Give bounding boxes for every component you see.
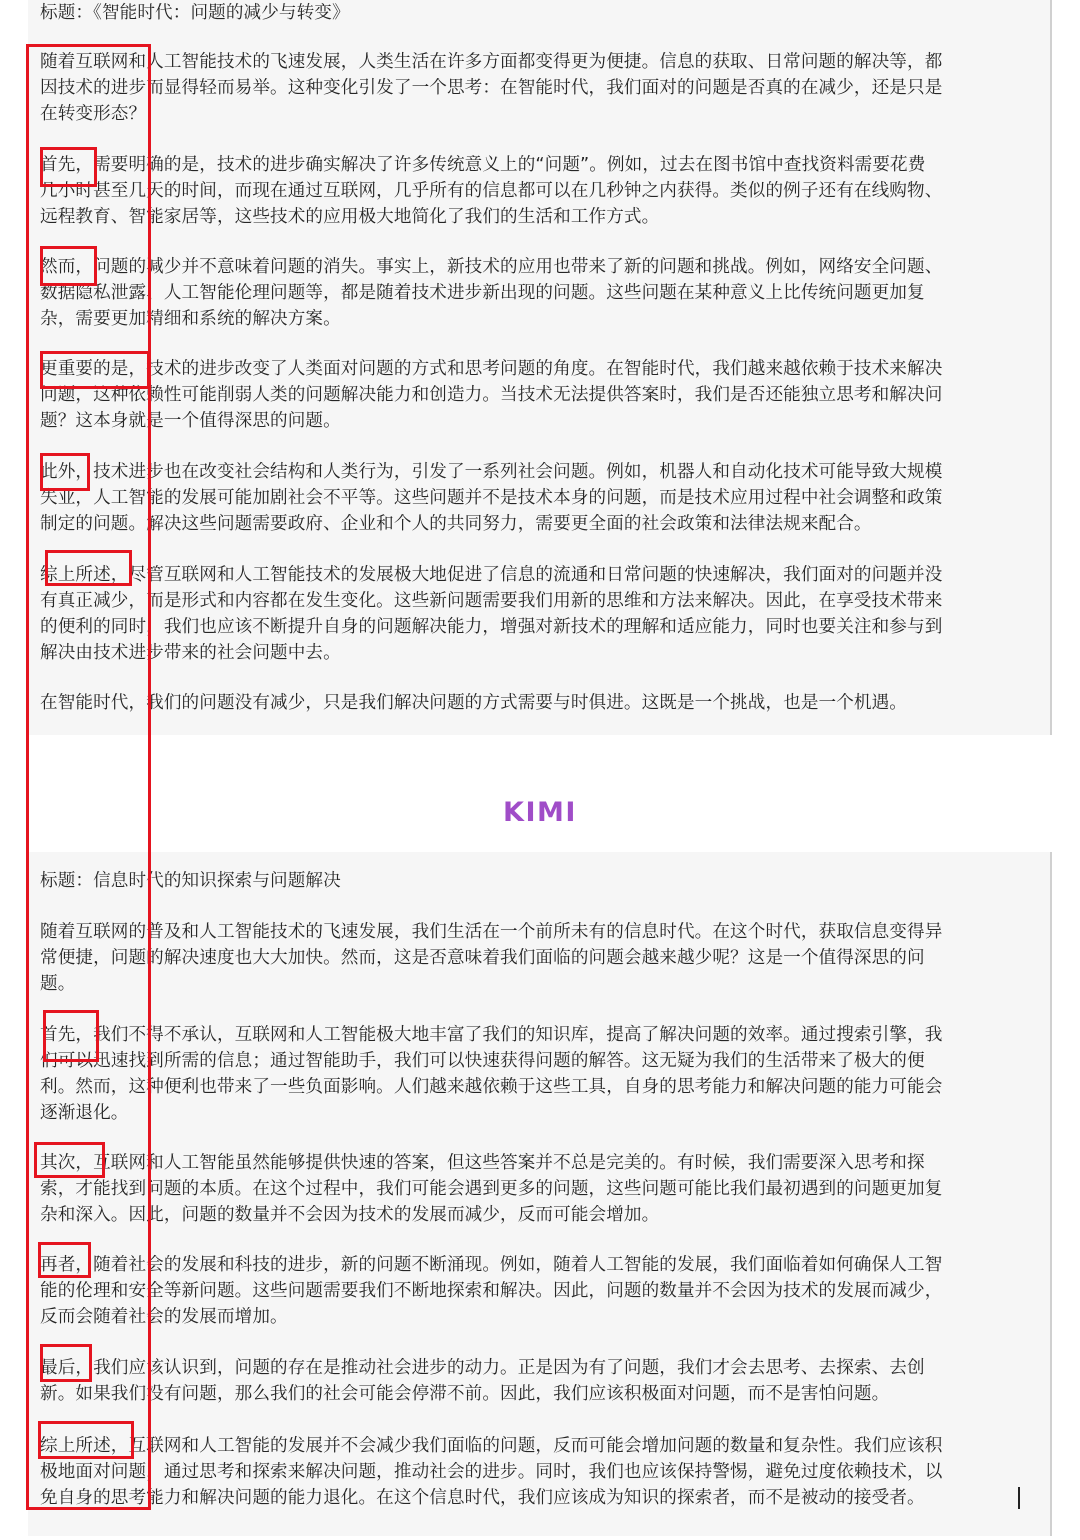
top-article-panel: [28, 0, 1052, 735]
bottom-paragraph-2: [40, 1022, 1040, 1126]
text-line: 题。: [40, 974, 76, 994]
text-line: 首先，需要明确的是，技术的进步确实解决了许多传统意义上的“问题”。例如，过去在图书馆中查找资料需要花费: [40, 155, 926, 175]
text-line: 解决由技术进步带来的社会问题中去。: [40, 643, 341, 663]
text-line: 制定的问题。解决这些问题需要政府、企业和个人的共同努力，需要更全面的社会政策和法律法规来配合。: [40, 514, 872, 534]
bottom-paragraph-5: [40, 1355, 1040, 1407]
text-line: 杂，需要更加精细和系统的解决方案。: [40, 309, 341, 329]
text-line: 最后，我们应该认识到，问题的存在是推动社会进步的动力。正是因为有了问题，我们才会去思考、去探索、去创: [40, 1358, 925, 1378]
annotation-box-shouxian-2: [43, 1010, 99, 1062]
text-line: 新。如果我们没有问题，那么我们的社会可能会停滞不前。因此，我们应该积极面对问题，而不是害怕问题。: [40, 1384, 890, 1404]
text-line: 失业，人工智能的发展可能加剧社会不平等。这些问题并不是技术本身的问题，而是技术应用过程中社会调整和政策: [40, 488, 943, 508]
bottom-paragraph-3: [40, 1150, 1040, 1228]
text-line: 再者，随着社会的发展和科技的进步，新的问题不断涌现。例如，随着人工智能的发展，我们面临着如何确保人工智: [40, 1255, 943, 1275]
bottom-paragraph-4: [40, 1252, 1040, 1330]
top-paragraph-1: [40, 49, 1040, 127]
text-line: 逐渐退化。: [40, 1103, 129, 1123]
text-line: 综上所述，互联网和人工智能的发展并不会减少我们面临的问题，反而可能会增加问题的数量和复杂性。我们应该积: [40, 1436, 943, 1456]
text-line: 此外，技术进步也在改变社会结构和人类行为，引发了一系列社会问题。例如，机器人和自动化技术可能导致大规模: [40, 462, 943, 482]
text-line: 因技术的进步而显得轻而易举。这种变化引发了一个思考：在智能时代，我们面对的问题是否真的在减少，还是只是: [40, 78, 943, 98]
text-line: 杂和深入。因此，问题的数量并不会因为技术的发展而减少，反而可能会增加。: [40, 1205, 660, 1225]
annotation-box-qici: [34, 1142, 105, 1178]
text-line: 更重要的是，技术的进步改变了人类面对问题的方式和思考问题的角度。在智能时代，我们越来越依赖于技术来解决: [40, 359, 943, 379]
kimi-label: KIMI: [503, 797, 577, 828]
text-line: 们可以迅速找到所需的信息；通过智能助手，我们可以快速获得问题的解答。这无疑为我们的生活带来了极大的便: [40, 1051, 925, 1071]
text-line: 有真正减少，而是形式和内容都在发生变化。这些新问题需要我们用新的思维和方法来解决。因此，在享受技术带来: [40, 591, 943, 611]
top-paragraph-3: [40, 254, 1040, 332]
text-line: 在转变形态？: [40, 104, 147, 124]
top-paragraph-2: [40, 152, 1040, 230]
annotation-box-zongshangsuoshu-2: [38, 1421, 134, 1459]
text-line: 常便捷，问题的解决速度也大大加快。然而，这是否意味着我们面临的问题会越来越少呢？这是一个值得深思的问: [40, 948, 925, 968]
text-line: 首先，我们不得不承认，互联网和人工智能极大地丰富了我们的知识库，提高了解决问题的效率。通过搜索引擎，我: [40, 1025, 943, 1045]
bottom-article-title: 标题：信息时代的知识探索与问题解决: [40, 871, 341, 891]
text-line: 然而，问题的减少并不意味着问题的消失。事实上，新技术的应用也带来了新的问题和挑战。例如，网络安全问题、: [40, 257, 943, 277]
top-article-title: 标题：《智能时代：问题的减少与转变》: [40, 3, 350, 23]
text-line: 题？这本身就是一个值得深思的问题。: [40, 411, 341, 431]
top-paragraph-7: [40, 690, 1040, 716]
text-line: 极地面对问题，通过思考和探索来解决问题，推动社会的进步。同时，我们也应该保持警惕，避免过度依赖技术，以: [40, 1462, 943, 1482]
text-line: 远程教育、智能家居等，这些技术的应用极大地简化了我们的生活和工作方式。: [40, 207, 660, 227]
text-line: 问题，这种依赖性可能削弱人类的问题解决能力和创造力。当技术无法提供答案时，我们是否还能独立思考和解决问: [40, 385, 943, 405]
bottom-article-panel: [28, 852, 1052, 1536]
text-line: 随着互联网的普及和人工智能技术的飞速发展，我们生活在一个前所未有的信息时代。在这个时代，获取信息变得异: [40, 922, 943, 942]
text-line: 几小时甚至几天的时间，而现在通过互联网，几乎所有的信息都可以在几秒钟之内获得。类似的例子还有在线购物、: [40, 181, 943, 201]
text-line: 综上所述，尽管互联网和人工智能技术的发展极大地促进了信息的流通和日常问题的快速解决，我们面对的问题并没: [40, 565, 943, 585]
annotation-box-zaizhe: [38, 1242, 91, 1278]
annotation-box-ranér: [40, 246, 97, 286]
annotation-box-gengzhongyao: [40, 351, 150, 389]
text-line: 的便利的同时，我们也应该不断提升自身的问题解决能力，增强对新技术的理解和适应能力，同时也要关注和参与到: [40, 617, 943, 637]
text-line: 免自身的思考能力和解决问题的能力退化。在这个信息时代，我们应该成为知识的探索者，而不是被动的接受者。: [40, 1488, 925, 1508]
text-line: 数据隐私泄露、人工智能伦理问题等，都是随着技术进步新出现的问题。这些问题在某种意义上比传统问题更加复: [40, 283, 925, 303]
top-paragraph-6: [40, 562, 1040, 666]
text-line: 能的伦理和安全等新问题。这些问题需要我们不断地探索和解决。因此，问题的数量并不会因为技术的发展而减少，: [40, 1281, 943, 1301]
top-paragraph-5: [40, 459, 1040, 537]
bottom-paragraph-6: [40, 1433, 1040, 1511]
text-line: 在智能时代，我们的问题没有减少，只是我们解决问题的方式需要与时俱进。这既是一个挑战，也是一个机遇。: [40, 693, 907, 713]
text-cursor: [1018, 1487, 1020, 1509]
annotation-box-shouxian-1: [40, 147, 97, 187]
text-line: 随着互联网和人工智能技术的飞速发展，人类生活在许多方面都变得更为便捷。信息的获取、日常问题的解决等，都: [40, 52, 943, 72]
annotation-box-zongshangsuoshu-1: [45, 550, 132, 586]
text-line: 其次，互联网和人工智能虽然能够提供快速的答案，但这些答案并不总是完美的。有时候，我们需要深入思考和探: [40, 1153, 925, 1173]
text-line: 反而会随着社会的发展而增加。: [40, 1307, 288, 1327]
bottom-paragraph-1: [40, 919, 1040, 997]
text-line: 索，才能找到问题的本质。在这个过程中，我们可能会遇到更多的问题，这些问题可能比我们最初遇到的问题更加复: [40, 1179, 943, 1199]
annotation-box-zuihou: [40, 1344, 92, 1382]
annotation-box-ciwai: [40, 453, 90, 491]
top-paragraph-4: [40, 356, 1040, 434]
text-line: 利。然而，这种便利也带来了一些负面影响。人们越来越依赖于这些工具，自身的思考能力和解决问题的能力可能会: [40, 1077, 943, 1097]
